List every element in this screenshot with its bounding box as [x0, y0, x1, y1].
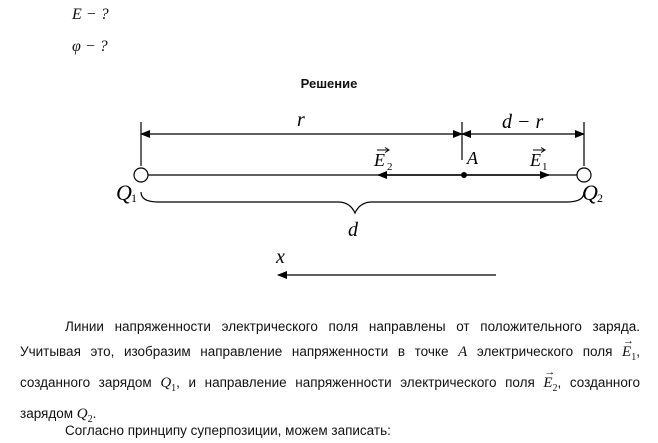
- solution-heading: Решение: [300, 76, 358, 91]
- label-q2: Q: [582, 180, 598, 205]
- label-e2-sub: 2: [387, 161, 393, 173]
- label-d: d: [348, 219, 358, 241]
- label-q1-sub: 1: [131, 191, 137, 205]
- label-q1: Q: [116, 180, 132, 205]
- paragraph-line-3: созданного зарядом $Q_1$, и направление напряженности электрического поля → $E_2$, созданного: [20, 370, 640, 401]
- given-phi-unknown: φ − ?: [72, 38, 108, 55]
- point-a: [461, 172, 467, 178]
- paragraph-line-1: Линии напряженности электрического поля направлены от положительного заряда.: [65, 319, 640, 334]
- paragraph-line-2: Учитывая это, изобразим направление напряженности в точке A электрического поля → $E_1$,: [20, 339, 640, 370]
- label-e1: E: [530, 150, 541, 170]
- label-e2: E: [374, 150, 385, 170]
- paragraph-line-4: зарядом $Q_2$.: [20, 406, 97, 425]
- label-q2-sub: 2: [597, 191, 603, 205]
- superposition-paragraph: Согласно принципу суперпозиции, можем записать:: [65, 423, 391, 438]
- given-e-unknown: E − ?: [72, 6, 109, 23]
- distance-brace: [141, 192, 584, 213]
- explanation-paragraph: [20, 314, 640, 432]
- charges-field-diagram: [0, 100, 658, 290]
- label-a: A: [467, 148, 478, 168]
- label-d-minus-r: d − r: [502, 111, 544, 133]
- label-r: r: [297, 109, 305, 131]
- label-x: x: [276, 246, 285, 268]
- label-e1-sub: 1: [542, 161, 548, 173]
- charge-q1: [134, 168, 148, 182]
